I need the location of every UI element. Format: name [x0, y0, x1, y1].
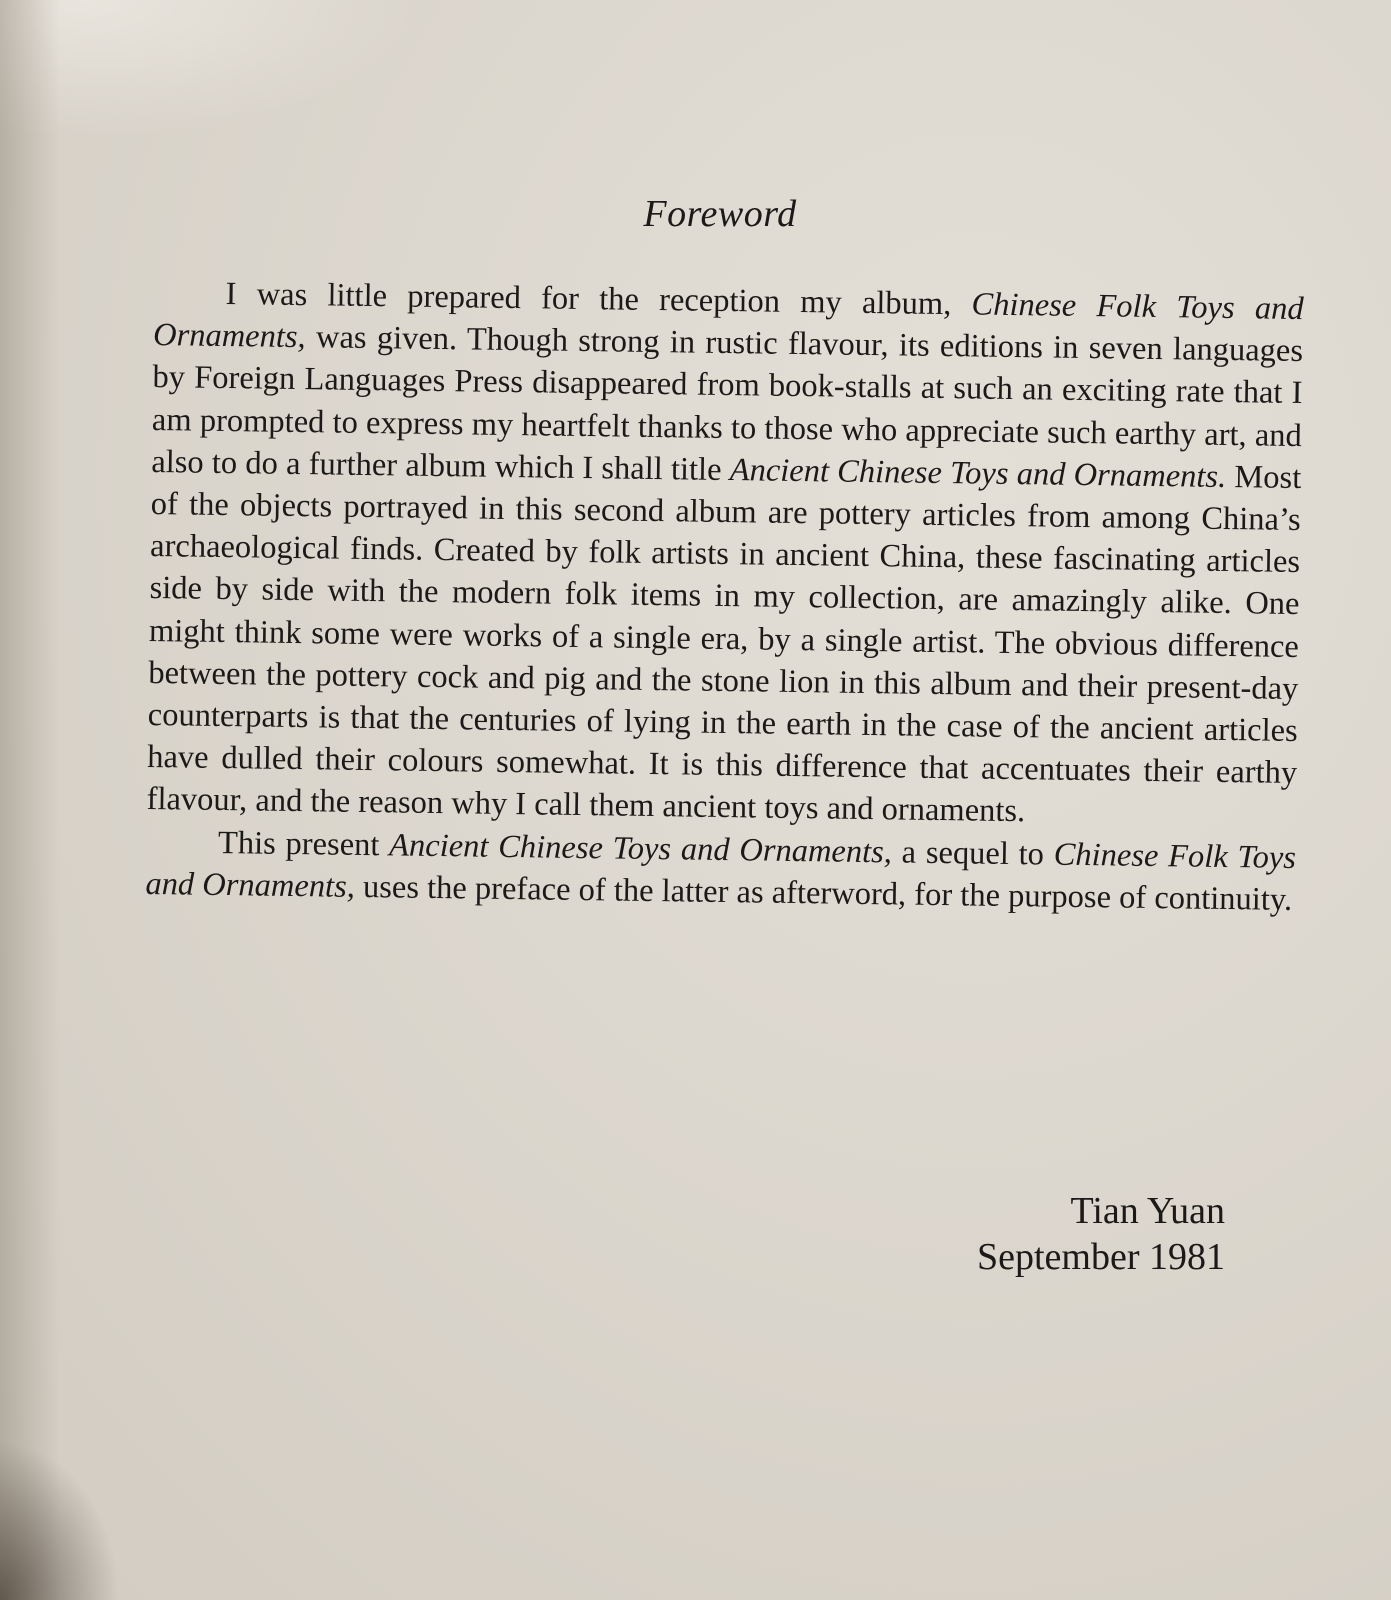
foreword-heading: Foreword	[643, 193, 797, 235]
author-name: Tian Yuan	[1070, 1190, 1225, 1232]
paragraph-2-text-c: uses the preface of the latter as afterword, for the purpose of continuity.	[354, 868, 1293, 918]
paragraph-1	[146, 272, 1304, 837]
signature-block	[977, 1188, 1225, 1280]
page-corner-shadow	[0, 1440, 120, 1600]
signature-date: September 1981	[976, 1236, 1225, 1278]
paragraph-2-book-title-b: Chinese Folk Toys and Ornaments,	[145, 836, 1297, 905]
page-highlight	[0, 0, 420, 140]
paragraph-1-text-b: was given. Though strong in rustic flavour, its editions in seven languages by Foreign Languages Press disappeared from book-stalls at such an exciting rate that I am prompted to express my heartfelt thanks to those who appreciate such earthy art, and also to do a further album which I shall title	[151, 319, 1304, 488]
paragraph-1-text-a: I was little prepared for the reception my album,	[225, 276, 972, 323]
paragraph-2-text-b: a sequel to	[891, 834, 1054, 873]
page-gutter-shadow	[0, 0, 60, 1600]
paragraph-2	[145, 821, 1296, 921]
foreword-body	[145, 272, 1304, 921]
paragraph-2-text-a: This present	[217, 824, 390, 863]
paragraph-1-text-c: Most of the objects portrayed in this second album are pottery articles from among China’s archaeological finds. Created by folk artists in ancient China, these fascinating articles side by side with the modern folk items in my collection, are amazingly alike. One might think some were works of a single era, by a single artist. The obvious difference between the pottery cock and pig and the stone lion in this album and their present-day counterparts is that the centuries of lying in the earth in the case of the ancient articles have dulled their colours somewhat. It is this difference that accentuates their earthy flavour, and the reason why I call them ancient toys and ornaments.	[146, 458, 1302, 830]
paragraph-1-book-title-a: Chinese Folk Toys and Ornaments,	[152, 286, 1304, 356]
paragraph-2-book-title-a: Ancient Chinese Toys and Ornaments,	[388, 826, 893, 870]
paragraph-1-book-title-b: Ancient Chinese Toys and Ornaments.	[729, 451, 1227, 495]
